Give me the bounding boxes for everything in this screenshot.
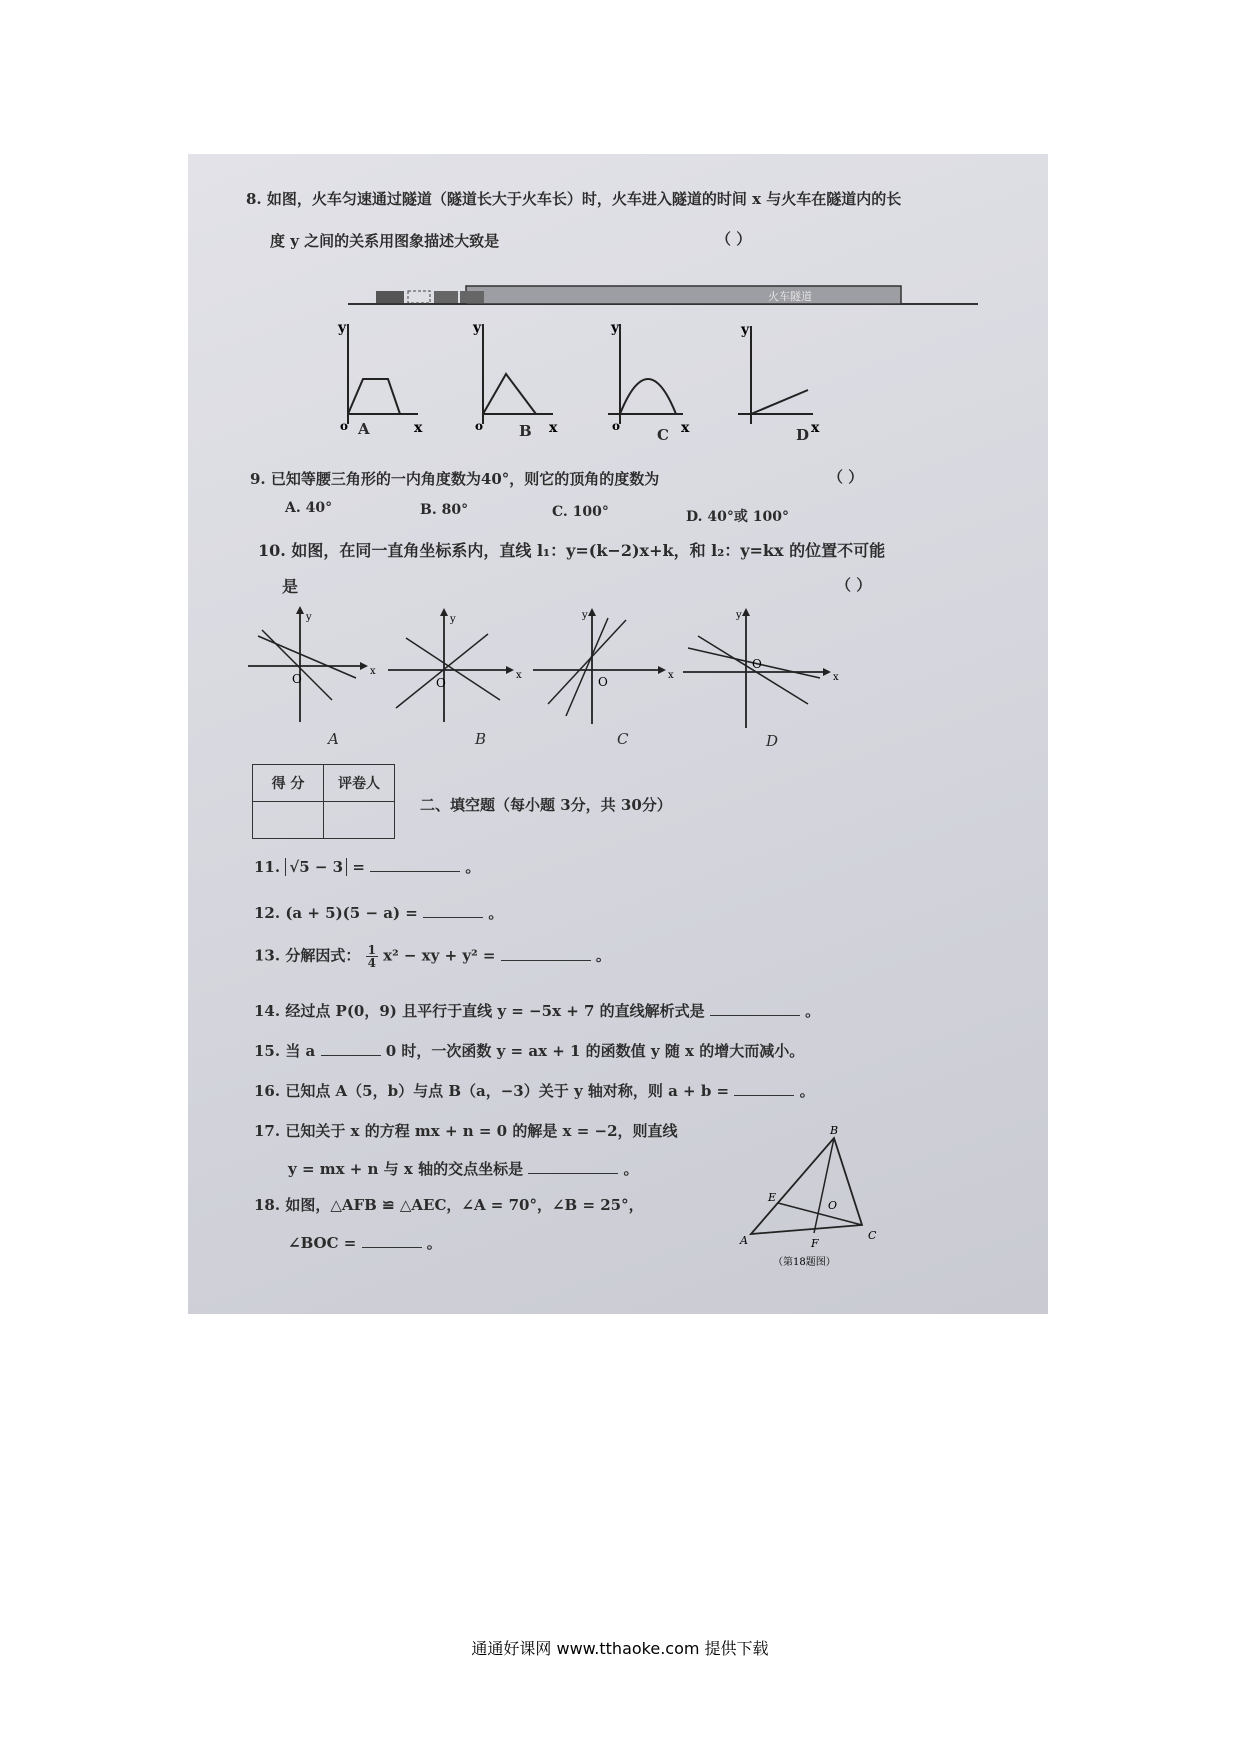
q18-answer-blank[interactable] <box>362 1233 422 1248</box>
q14 <box>254 1000 820 1021</box>
q10-text-line1: 10. 如图，在同一直角坐标系内，直线 l₁：y=(k−2)x+k，和 l₂：y=kx 的位置不可能 <box>258 541 886 560</box>
q10-b-x-label: x <box>516 670 522 681</box>
q10-graph-c <box>533 608 674 724</box>
q10-a-x-label: x <box>370 666 376 677</box>
fig18-label-f: F <box>811 1237 819 1250</box>
q17-text: y = mx + n 与 x 轴的交点坐标是 <box>288 1160 524 1178</box>
q17-answer-blank[interactable] <box>528 1159 618 1174</box>
q13-prefix: 13. 分解因式： <box>254 946 361 965</box>
q13-rest: x² − xy + y² = <box>383 946 496 965</box>
q14-text: 14. 经过点 P(0，9) 且平行于直线 y = −5x + 7 的直线解析式是 <box>254 1002 705 1020</box>
q8-d-y-label: y <box>741 322 750 338</box>
q8-graph-c <box>608 320 690 436</box>
q12-text: 12. (a + 5)(5 − a) = <box>254 904 418 922</box>
q9-option-d: D. 40°或 100° <box>686 509 789 525</box>
grader-cell[interactable] <box>324 802 395 839</box>
q8-graph-b <box>472 320 558 436</box>
q13-end: 。 <box>595 946 611 965</box>
q14-answer-blank[interactable] <box>710 1001 800 1016</box>
q8-b-y-label: y <box>473 320 482 336</box>
q10-text-line2: 是 <box>282 577 299 596</box>
q8-a-y-label: y <box>338 320 347 336</box>
q9-paren: （ ） <box>828 468 864 486</box>
q17-line1: 17. 已知关于 x 的方程 mx + n = 0 的解是 x = −2，则直线 <box>254 1122 678 1140</box>
q10-option-b: B <box>475 730 487 748</box>
q10-b-origin: O <box>436 676 446 690</box>
q10-c-y-label: y <box>582 610 588 621</box>
q11-expression: √5 − 3 <box>285 858 347 876</box>
q15-text-a: 15. 当 a <box>254 1042 316 1060</box>
q18-end: 。 <box>426 1234 442 1252</box>
q10-c-origin: O <box>598 675 608 689</box>
score-header: 得 分 <box>253 765 324 802</box>
fig18-caption: （第18题图） <box>773 1257 836 1268</box>
q8-a-x-label: x <box>414 420 423 436</box>
q11-equals: = <box>352 858 365 876</box>
q13-numerator: 1 <box>367 943 376 957</box>
q8-option-a: A <box>358 420 370 438</box>
q10-b-y-label: y <box>450 614 456 625</box>
q10-d-y-label: y <box>736 610 742 621</box>
q8-option-c: C <box>657 426 669 444</box>
fig18-label-b: B <box>830 1124 839 1137</box>
section2-title: 二、填空题（每小题 3分，共 30分） <box>420 796 672 814</box>
q10-graphs <box>248 604 1048 734</box>
figure-18 <box>718 1124 948 1274</box>
q8-graphs <box>308 314 948 454</box>
q16-end: 。 <box>799 1082 815 1100</box>
q10-option-a: A <box>328 730 339 748</box>
q10-c-x-label: x <box>668 670 674 681</box>
q11-end: 。 <box>465 858 481 876</box>
q18-text: ∠BOC = <box>288 1234 357 1252</box>
q9-option-a: A. 40° <box>285 500 333 516</box>
q9-option-b: B. 80° <box>420 502 469 518</box>
q11-answer-blank[interactable] <box>370 857 460 872</box>
q10-option-d: D <box>766 732 779 750</box>
q17-end: 。 <box>623 1160 639 1178</box>
q10-graph-d <box>683 608 839 728</box>
q8-option-b: B <box>519 422 532 440</box>
q10-a-y-label: y <box>306 612 312 623</box>
q13 <box>254 944 611 969</box>
q8-a-origin: o <box>340 419 349 433</box>
q8-text-line1: 8. 如图，火车匀速通过隧道（隧道长大于火车长）时，火车进入隧道的时间 x 与火车在隧道内的长 <box>246 190 902 208</box>
q11-number: 11. <box>254 858 281 876</box>
q17-line2 <box>288 1158 639 1179</box>
q8-graph-a <box>337 320 423 436</box>
tunnel-label: 火车隧道 <box>768 290 812 303</box>
q10-paren: （ ） <box>836 576 872 594</box>
q8-text-line2: 度 y 之间的关系用图象描述大致是 <box>270 232 500 250</box>
fig18-label-a: A <box>740 1234 748 1247</box>
q16 <box>254 1080 815 1101</box>
q11 <box>254 856 480 877</box>
q12-end: 。 <box>488 904 504 922</box>
q8-b-x-label: x <box>549 420 558 436</box>
q10-a-origin: O <box>292 672 302 686</box>
q15-answer-blank[interactable] <box>321 1041 381 1056</box>
q18-line1: 18. 如图，△AFB ≌ △AEC，∠A = 70°，∠B = 25°， <box>254 1196 644 1214</box>
q8-d-x-label: x <box>811 420 820 436</box>
q8-paren: （ ） <box>716 230 752 248</box>
q13-denominator: 4 <box>367 956 376 970</box>
q10-d-x-label: x <box>833 672 839 683</box>
q10-d-origin: O <box>752 657 762 671</box>
q12 <box>254 902 503 923</box>
grader-header: 评卷人 <box>324 765 395 802</box>
q8-c-x-label: x <box>681 420 690 436</box>
train-tunnel-figure <box>348 278 983 312</box>
q18-line2 <box>288 1232 442 1253</box>
q15-text-b: 0 时，一次函数 y = ax + 1 的函数值 y 随 x 的增大而减小。 <box>385 1042 805 1060</box>
q8-c-origin: o <box>612 419 621 433</box>
q13-fraction <box>366 944 378 969</box>
exam-photo <box>188 154 1048 1314</box>
q9-text: 9. 已知等腰三角形的一内角度数为40°，则它的顶角的度数为 <box>250 470 660 488</box>
q10-graph-b <box>388 608 522 722</box>
q8-b-origin: o <box>475 419 484 433</box>
q8-c-y-label: y <box>611 320 620 336</box>
q10-option-c: C <box>617 730 629 748</box>
fig18-label-o: O <box>828 1199 838 1212</box>
fig18-label-e: E <box>768 1191 777 1204</box>
q14-end: 。 <box>805 1002 821 1020</box>
q8-graph-d <box>738 322 820 436</box>
q15 <box>254 1040 804 1061</box>
q13-answer-blank[interactable] <box>501 946 591 961</box>
q8-option-d: D <box>796 426 810 444</box>
q9-option-c: C. 100° <box>552 504 609 520</box>
q10-graph-a <box>248 606 376 722</box>
score-table <box>252 764 395 839</box>
q12-answer-blank[interactable] <box>423 903 483 918</box>
q16-answer-blank[interactable] <box>734 1081 794 1096</box>
fig18-label-c: C <box>868 1229 877 1242</box>
score-cell[interactable] <box>253 802 324 839</box>
footer-credit: 通通好课网 www.tthaoke.com 提供下载 <box>471 1639 769 1658</box>
q16-text: 16. 已知点 A（5，b）与点 B（a，−3）关于 y 轴对称，则 a + b = <box>254 1082 730 1100</box>
